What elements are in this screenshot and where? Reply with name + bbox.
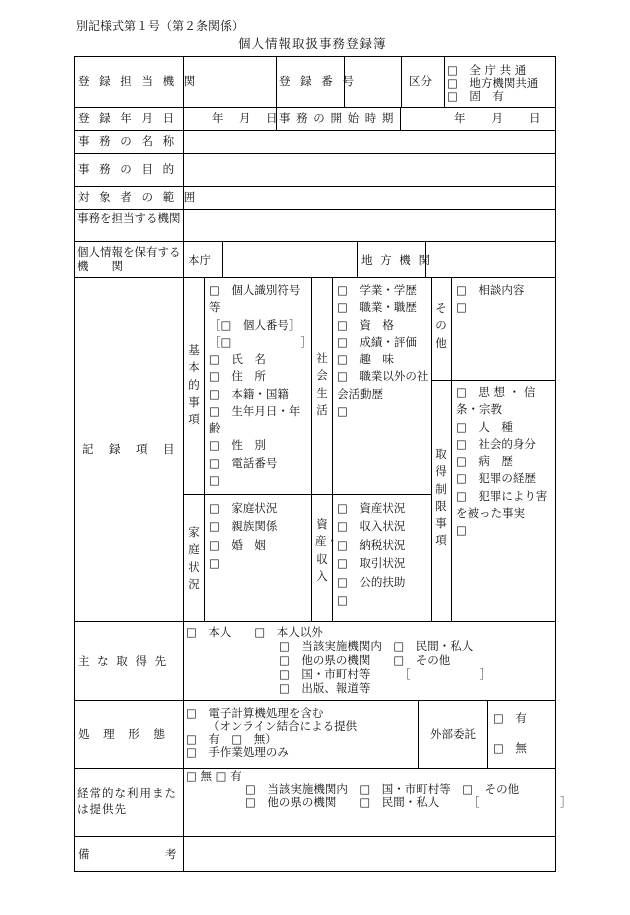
col-divider [183, 56, 184, 872]
row-divider [74, 130, 556, 131]
col-divider [276, 56, 277, 107]
row-divider [74, 241, 556, 242]
col-divider [401, 56, 402, 107]
col-divider [204, 277, 205, 621]
col-divider [400, 107, 401, 130]
start-date-label: 事 務 の 開 始 時 期 [279, 111, 395, 125]
restricted-items-list [456, 384, 554, 539]
row-divider [74, 186, 556, 187]
main-office-label: 本庁 [188, 253, 211, 267]
registration-date-value: 年 月 日 [212, 111, 280, 125]
source-self-or-other[interactable]: □ 本人 □ 本人以外 [186, 625, 323, 639]
checkbox-crime-victim[interactable]: □ 犯罪により害を被った事実 [456, 488, 548, 520]
registration-number-label: 登 録 番 号 [279, 74, 357, 88]
checkbox-blank-bracket[interactable]: ［□ ］ [209, 334, 312, 349]
col-divider [332, 277, 333, 621]
record-items-label: 記 録 項 目 [82, 442, 177, 456]
processing-online-yes-no[interactable]: □ 有 □ 無） [186, 732, 277, 746]
target-scope-label: 対 象 者 の 範 囲 [78, 190, 199, 204]
other-list [456, 282, 554, 317]
row-divider [74, 768, 556, 769]
checkbox-medical-history[interactable]: □ 病 歴 [456, 454, 513, 468]
checkbox-qualification[interactable]: □ 資 格 [337, 317, 394, 332]
checkbox-birthdate[interactable]: □ 生年月日・年齢 [209, 403, 301, 435]
assets-income-label: 資産・収入 [315, 517, 338, 583]
checkbox-public-assistance[interactable]: □ 公的扶助 [337, 574, 406, 589]
regular-use-yes-no[interactable]: □ 無 □ 有 [186, 769, 242, 783]
checkbox-tax[interactable]: □ 納税状況 [337, 537, 406, 552]
checkbox-criminal-record[interactable]: □ 犯罪の経歴 [456, 471, 536, 486]
col-divider [444, 56, 445, 107]
col-divider [311, 277, 312, 621]
category-label: 区分 [409, 74, 432, 88]
processing-online-note: （オンライン結合による提供 [208, 719, 358, 733]
processing-computer[interactable]: □ 電子計算機処理を含む [186, 706, 324, 720]
row-divider [74, 153, 556, 154]
outsourcing-label: 外部委託 [430, 727, 476, 741]
outsourcing-yes[interactable]: □ 有 [493, 711, 527, 725]
col-divider [451, 277, 452, 621]
checkbox-gender[interactable]: □ 性 別 [209, 438, 266, 453]
regular-use-label: 経常的な利用または提供先 [77, 786, 177, 816]
checkbox-relatives[interactable]: □ 親族関係 [209, 519, 278, 534]
col-divider [431, 277, 432, 621]
checkbox-consultation[interactable]: □ 相談内容 [456, 283, 525, 297]
checkbox-other-assets[interactable]: □ [337, 592, 348, 607]
source-publication-press[interactable]: □ 出版、報道等 [279, 681, 371, 695]
checkbox-transactions[interactable]: □ 取引状況 [337, 556, 406, 571]
regular-use-row1[interactable]: □ 当該実施機関内 □ 国・市町村等 □ その他 [245, 782, 520, 796]
row-divider [74, 836, 556, 837]
form-number: 別記様式第１号（第２条関係） [76, 19, 245, 33]
checkbox-other-family[interactable]: □ [209, 556, 220, 571]
checkbox-other-free[interactable]: □ [456, 300, 467, 315]
checkbox-name[interactable]: □ 氏 名 [209, 352, 266, 366]
category-option-specific[interactable]: □ 固 有 [447, 89, 504, 103]
family-status-list [209, 499, 309, 573]
checkbox-domicile[interactable]: □ 本籍・国籍 [209, 386, 289, 401]
checkbox-personal-identifier[interactable]: □ 個人識別符号等 [209, 283, 301, 315]
checkbox-belief[interactable]: □ 思 想 ・ 信条・宗教 [456, 385, 536, 417]
col-divider [487, 700, 488, 768]
row-divider [74, 621, 556, 622]
basic-items-list [209, 282, 312, 489]
other-label: その他 [435, 301, 447, 350]
holding-agency-label: 個人情報を保有する 機 関 [77, 245, 204, 274]
source-national-municipal[interactable]: □ 国・市町村等 ［ ］ [279, 667, 492, 681]
checkbox-hobby[interactable]: □ 趣 味 [337, 352, 394, 366]
outsourcing-no[interactable]: □ 無 [493, 741, 527, 755]
main-source-label: 主 な 取 得 先 [78, 654, 169, 668]
row-divider [74, 700, 556, 701]
category-option-regional[interactable]: □ 地方機関共通 [447, 76, 539, 90]
checkbox-other-basic[interactable]: □ [209, 472, 220, 487]
checkbox-assets[interactable]: □ 資産状況 [337, 501, 406, 515]
checkbox-family-status[interactable]: □ 家庭状況 [209, 501, 278, 515]
task-purpose-label: 事 務 の 目 的 [78, 162, 178, 176]
start-date-value: 年 月 日 [454, 111, 542, 125]
checkbox-my-number[interactable]: ［□ 個人番号］ [209, 317, 301, 332]
source-internal-or-private[interactable]: □ 当該実施機関内 □ 民間・私人 [279, 639, 474, 653]
col-divider [357, 241, 358, 277]
checkbox-occupation[interactable]: □ 職業・職歴 [337, 300, 417, 315]
checkbox-race[interactable]: □ 人 種 [456, 419, 513, 434]
row-divider [74, 277, 556, 278]
row-divider [183, 494, 431, 495]
checkbox-address[interactable]: □ 住 所 [209, 369, 266, 384]
checkbox-income[interactable]: □ 収入状況 [337, 519, 406, 534]
social-life-list [337, 282, 429, 420]
page-title: 個人情報取扱事務登録簿 [238, 36, 387, 51]
regular-use-row2[interactable]: □ 他の県の機関 □ 民間・私人 ［ ］ [245, 795, 572, 809]
checkbox-performance[interactable]: □ 成績・評価 [337, 334, 417, 349]
row-divider [74, 209, 556, 210]
responsible-agency-label: 事務を担当する機関 [77, 211, 181, 225]
row-divider [431, 380, 556, 381]
registering-agency-label: 登 録 担 当 機 関 [78, 74, 199, 88]
checkbox-marriage[interactable]: □ 婚 姻 [209, 537, 266, 552]
processing-type-label: 処 理 形 態 [78, 727, 170, 741]
checkbox-other-social[interactable]: □ [337, 403, 348, 418]
checkbox-education[interactable]: □ 学業・学歴 [337, 283, 417, 297]
source-other-pref-or-other[interactable]: □ 他の県の機関 □ その他 [279, 653, 451, 667]
regional-agency-label: 地 方 機 関 [361, 253, 432, 267]
category-option-all-agency[interactable]: □ 全 庁 共 通 [447, 63, 527, 77]
family-status-label: 家庭状況 [188, 525, 200, 591]
social-life-label: 社会生活 [316, 351, 328, 417]
restricted-items-label: 取得制限事項 [435, 447, 447, 548]
checkbox-social-status[interactable]: □ 社会的身分 [456, 436, 536, 451]
processing-manual[interactable]: □ 手作業処理のみ [186, 745, 289, 759]
col-divider [222, 241, 223, 277]
checkbox-social-activity[interactable]: □ 職業以外の社会活動歴 [337, 369, 429, 401]
checkbox-other-restricted[interactable]: □ [456, 523, 467, 537]
registration-date-label: 登 録 年 月 日 [78, 111, 178, 125]
col-divider [418, 700, 419, 768]
task-name-label: 事 務 の 名 称 [78, 134, 178, 148]
row-divider [74, 107, 556, 108]
remarks-label: 備 考 [78, 847, 180, 861]
checkbox-phone[interactable]: □ 電話番号 [209, 455, 278, 470]
assets-income-list [337, 499, 429, 609]
basic-items-label: 基本的事項 [188, 343, 200, 426]
